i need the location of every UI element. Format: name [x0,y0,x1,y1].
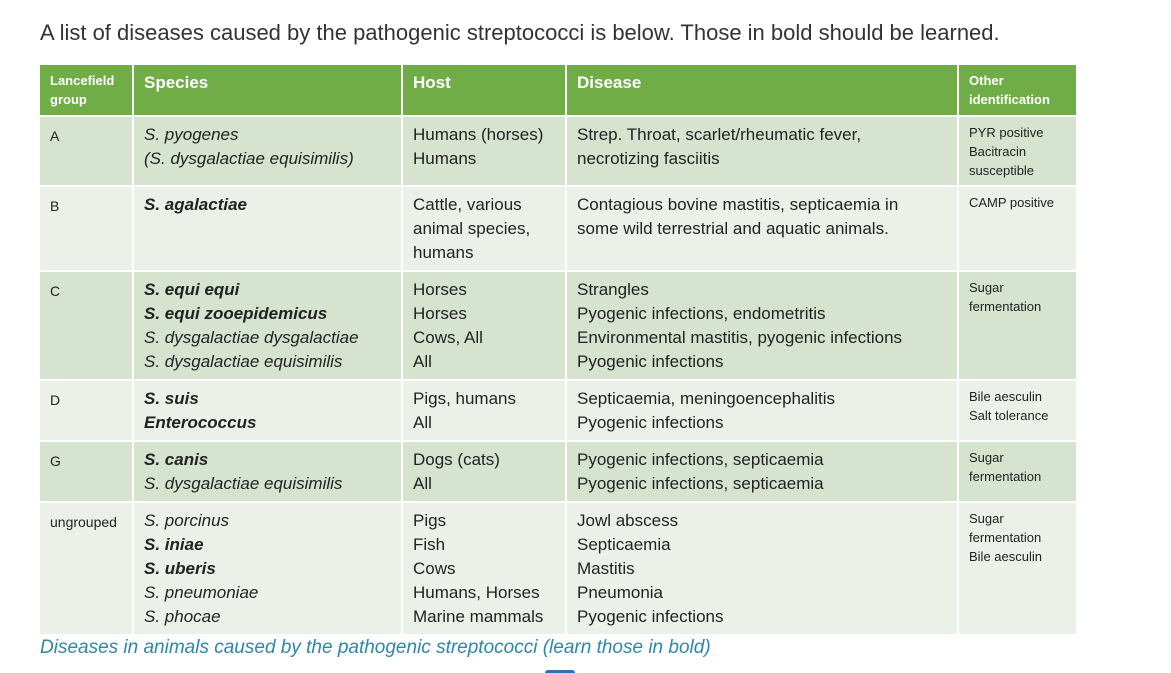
table-row [40,380,1077,441]
identification-line: Bacitracin [969,144,1027,159]
cell-host [402,271,566,380]
cell-other-identification [958,116,1077,186]
host-line: Humans (horses) [413,125,544,144]
header-other-identification: Other identification [958,65,1077,116]
host-line: Pigs [413,511,447,530]
identification-line: Sugar [969,450,1004,465]
cell-disease [566,186,958,271]
header-host: Host [402,65,566,116]
species-name: S. equi equi [144,280,240,299]
cell-disease [566,116,958,186]
cell-host [402,502,566,635]
identification-line: fermentation [969,299,1042,314]
cell-species [133,271,402,380]
host-line: Dogs (cats) [413,450,500,469]
identification-line: PYR positive [969,125,1044,140]
species-name: S. pyogenes [144,125,239,144]
species-name: S. pneumoniae [144,583,259,602]
cell-disease [566,441,958,502]
table-row [40,502,1077,635]
species-name: S. suis [144,389,199,408]
species-name: S. dysgalactiae equisimilis [144,474,343,493]
table-body [40,116,1077,635]
disease-line: some wild terrestrial and aquatic animals. [577,219,889,238]
host-line: Cattle, various [413,195,522,214]
cell-host [402,441,566,502]
host-line: Cows [413,559,456,578]
table-row [40,271,1077,380]
species-name: Enterococcus [144,413,257,432]
cell-other-identification [958,441,1077,502]
identification-line: fermentation [969,530,1042,545]
cell-other-identification [958,502,1077,635]
host-line: Horses [413,304,467,323]
identification-line: fermentation [969,469,1042,484]
disease-line: Environmental mastitis, pyogenic infections [577,328,903,347]
host-line: animal species, [413,219,531,238]
species-name: S. dysgalactiae dysgalactiae [144,328,359,347]
cell-lancefield-group: D [40,380,133,441]
host-line: Marine mammals [413,607,544,626]
cell-disease [566,380,958,441]
cell-other-identification [958,271,1077,380]
cell-species [133,441,402,502]
host-line: Humans [413,149,477,168]
disease-line: necrotizing fasciitis [577,149,720,168]
cell-lancefield-group: A [40,116,133,186]
cell-lancefield-group: G [40,441,133,502]
cell-disease [566,502,958,635]
cell-species [133,380,402,441]
cell-host [402,116,566,186]
identification-line: susceptible [969,163,1035,178]
species-name: S. canis [144,450,209,469]
cell-other-identification [958,186,1077,271]
disease-line: Pyogenic infections, septicaemia [577,450,824,469]
header-species: Species [133,65,402,116]
disease-line: Pyogenic infections [577,413,724,432]
species-name: S. equi zooepidemicus [144,304,328,323]
disease-line: Pyogenic infections, endometritis [577,304,826,323]
identification-line: Sugar [969,511,1004,526]
disease-line: Pneumonia [577,583,664,602]
cell-species [133,502,402,635]
identification-line: Bile aesculin [969,549,1042,564]
table-row [40,186,1077,271]
species-name: S. phocae [144,607,221,626]
cell-host [402,186,566,271]
intro-text: A list of diseases caused by the pathogenic streptococci is below. Those in bold should be learned. [40,20,1000,45]
cell-disease [566,271,958,380]
species-name: (S. dysgalactiae equisimilis) [144,149,354,168]
table-header [40,65,1077,116]
cell-lancefield-group: ungrouped [40,502,133,635]
identification-line: Bile aesculin [969,389,1042,404]
cell-species [133,116,402,186]
cell-lancefield-group: B [40,186,133,271]
species-name: S. iniae [144,535,204,554]
disease-line: Pyogenic infections, septicaemia [577,474,824,493]
disease-line: Jowl abscess [577,511,679,530]
species-name: S. uberis [144,559,216,578]
host-line: All [413,413,432,432]
disease-line: Septicaemia, meningoencephalitis [577,389,835,408]
disease-line: Septicaemia [577,535,671,554]
disease-line: Strep. Throat, scarlet/rheumatic fever, [577,125,862,144]
cell-other-identification [958,380,1077,441]
host-line: Fish [413,535,446,554]
cell-lancefield-group: C [40,271,133,380]
identification-line: Salt tolerance [969,408,1049,423]
host-line: Pigs, humans [413,389,516,408]
host-line: humans [413,243,474,262]
streptococci-table [40,65,1078,636]
species-name: S. dysgalactiae equisimilis [144,352,343,371]
cell-species [133,186,402,271]
identification-line: Sugar [969,280,1004,295]
disease-line: Contagious bovine mastitis, septicaemia in [577,195,899,214]
disease-line: Pyogenic infections [577,607,724,626]
host-line: All [413,352,432,371]
species-name: S. agalactiae [144,195,248,214]
host-line: All [413,474,432,493]
cell-host [402,380,566,441]
host-line: Humans, Horses [413,583,540,602]
host-line: Cows, All [413,328,483,347]
host-line: Horses [413,280,467,299]
species-name: S. porcinus [144,511,230,530]
table-row [40,441,1077,502]
header-disease: Disease [566,65,958,116]
disease-line: Pyogenic infections [577,352,724,371]
table-caption: Diseases in animals caused by the pathogenic streptococci (learn those in bold) [40,637,711,658]
disease-line: Mastitis [577,559,635,578]
table-row [40,116,1077,186]
header-lancefield-group: Lancefield group [40,65,133,116]
disease-line: Strangles [577,280,649,299]
identification-line: CAMP positive [969,195,1055,210]
